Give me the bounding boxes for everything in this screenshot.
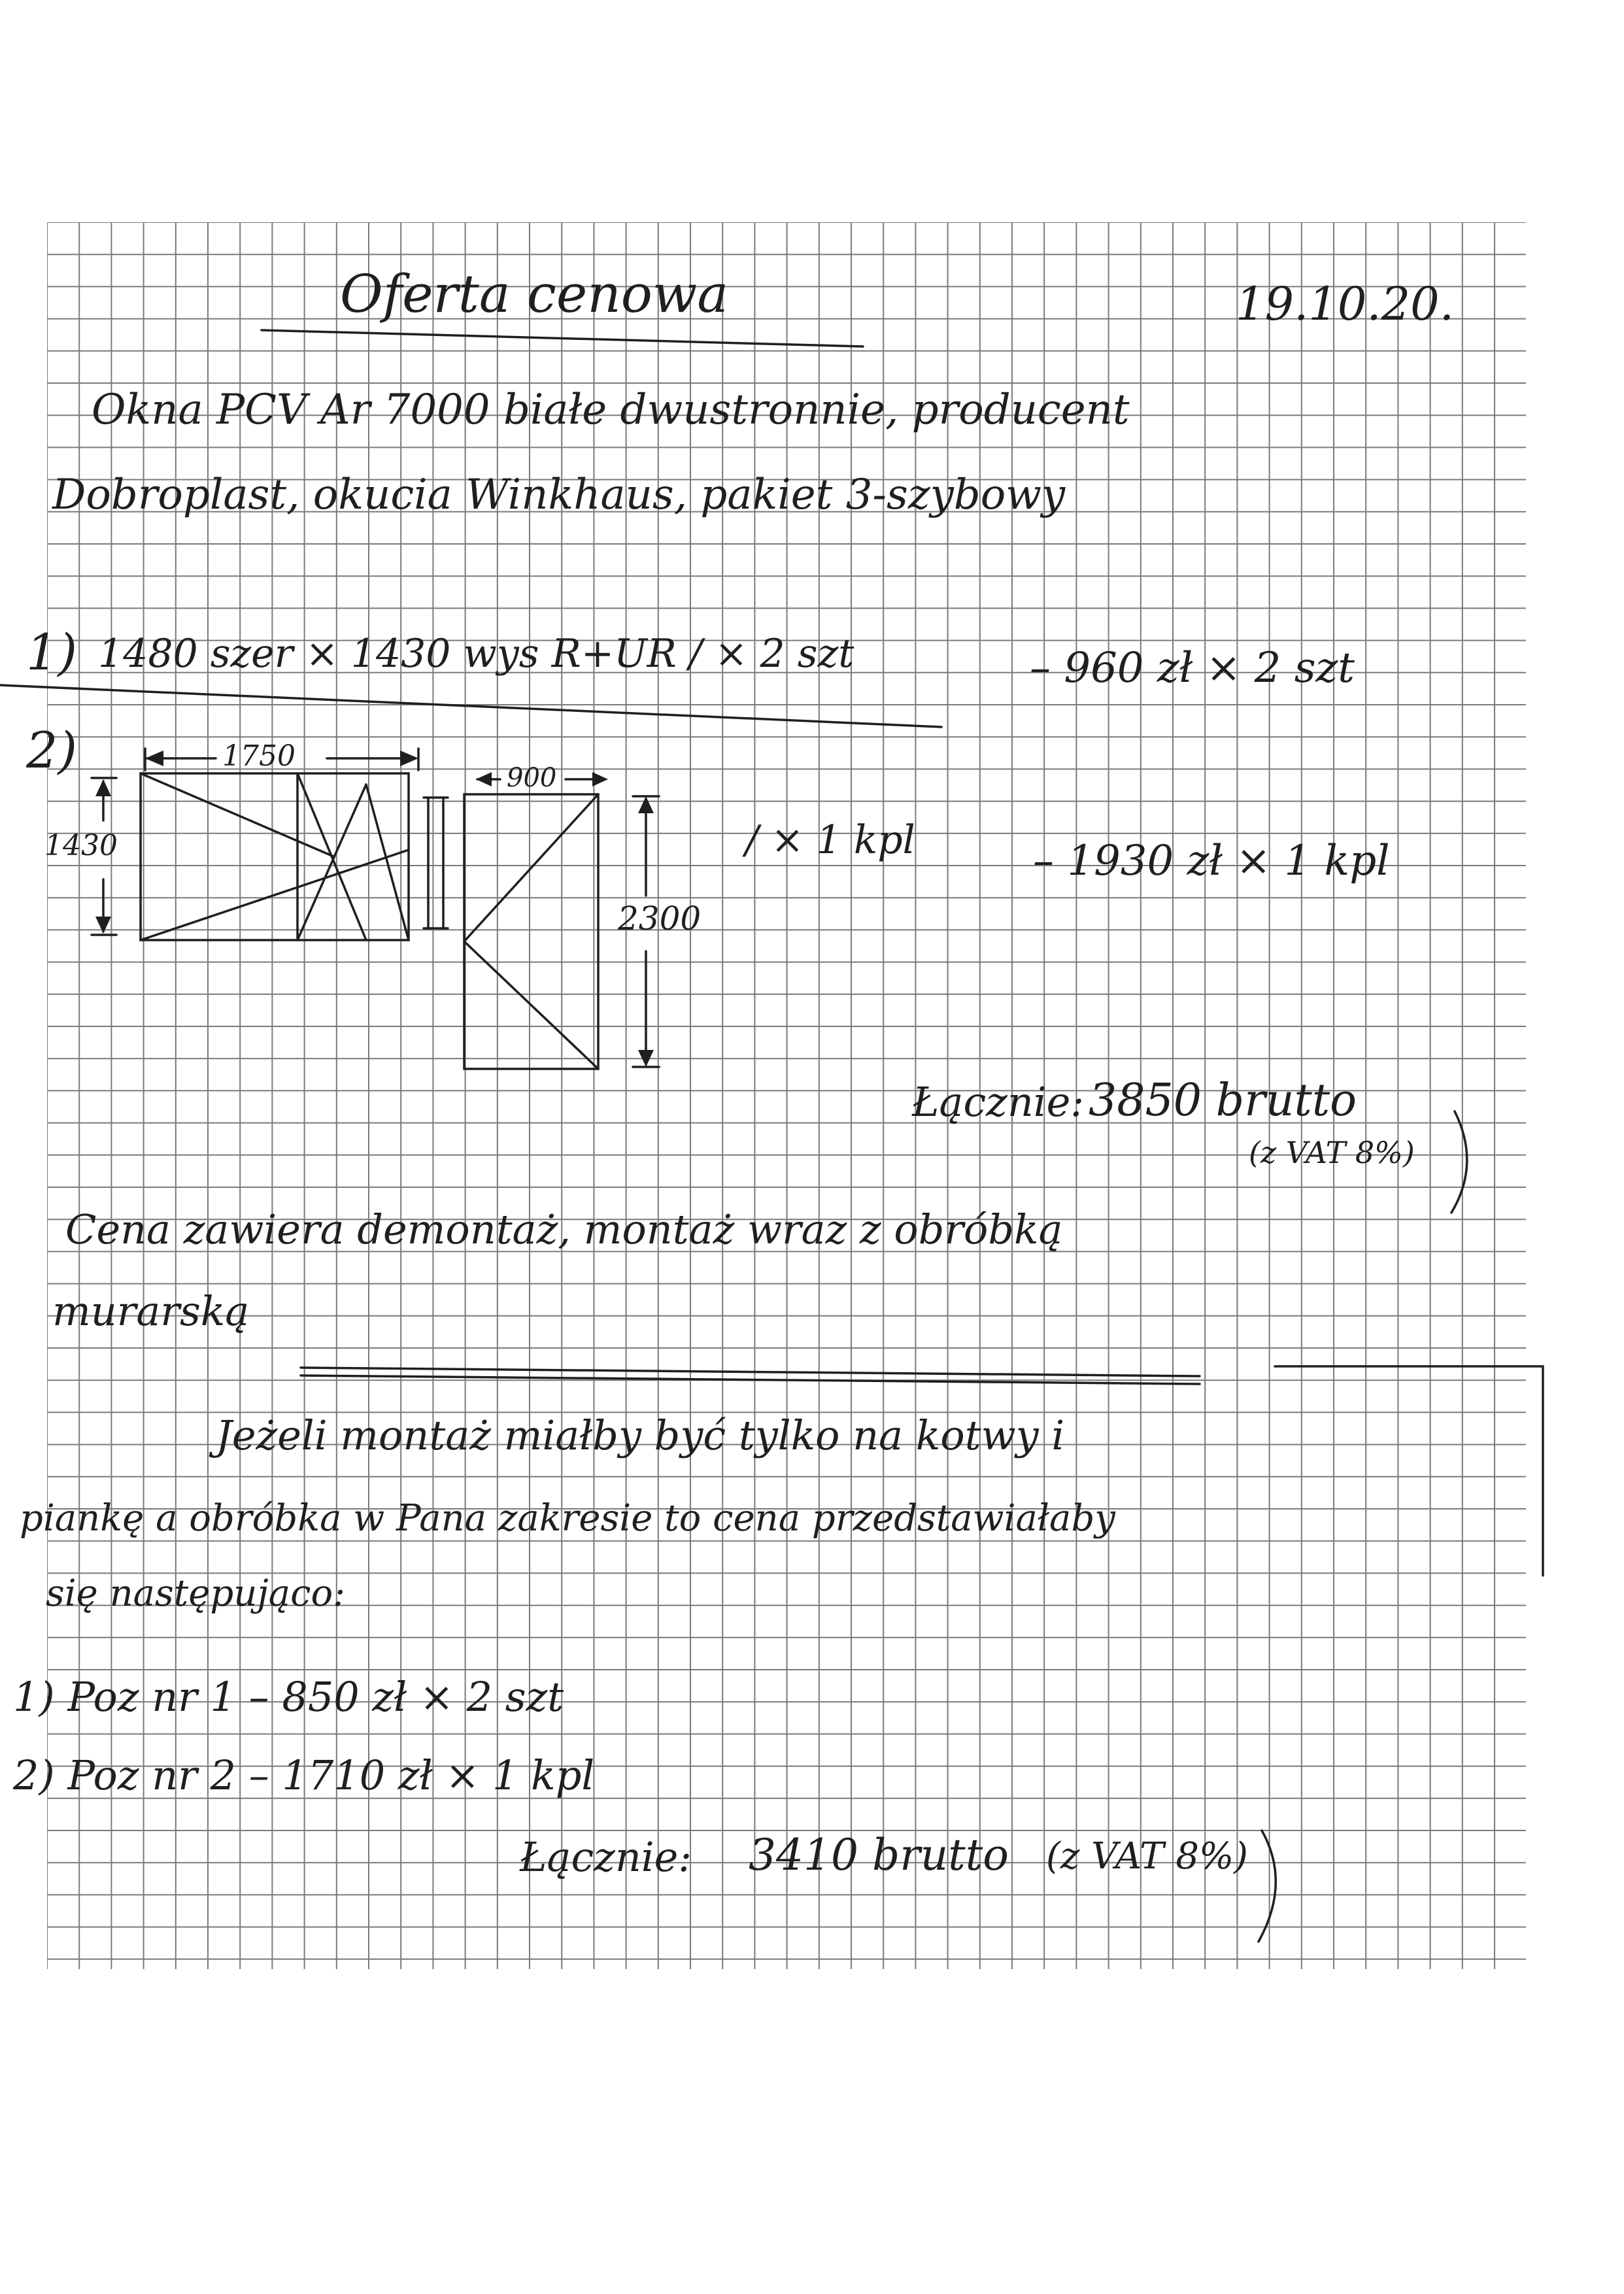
total-2-vat: (z VAT 8%) xyxy=(1046,1835,1249,1878)
door-width-label: 900 xyxy=(507,763,557,793)
alt-bracket xyxy=(1275,1366,1543,1576)
title-underline xyxy=(262,330,863,346)
window-width-label: 1750 xyxy=(222,739,296,773)
item-divider xyxy=(0,685,941,727)
door-frame xyxy=(464,794,598,1069)
intro-line-1: Okna PCV Ar 7000 białe dwustronnie, producent xyxy=(92,386,1130,434)
intro-line-2: Dobroplast, okucia Winkhaus, pakiet 3-szybowy xyxy=(52,471,1066,519)
total-1-label: Łącznie: xyxy=(912,1078,1085,1126)
alt-item-2: 2) Poz nr 2 – 1710 zł × 1 kpl xyxy=(13,1751,595,1799)
item-1-description: 1480 szer × 1430 wys R+UR / × 2 szt xyxy=(98,631,854,677)
note-line-1: Cena zawiera demontaż, montaż wraz z obróbką xyxy=(65,1206,1063,1253)
window-sash-diagonal xyxy=(141,850,409,940)
total-1-vat: (z VAT 8%) xyxy=(1249,1135,1415,1170)
total-2-bracket xyxy=(1259,1830,1276,1942)
item-1-number: 1) xyxy=(26,623,78,681)
total-1-bracket xyxy=(1451,1111,1467,1213)
total-2-value: 3410 brutto xyxy=(749,1830,1009,1880)
item-2-quantity: / × 1 kpl xyxy=(745,817,915,863)
door-sketch xyxy=(464,794,598,1069)
window-sash-diagonal xyxy=(141,773,333,856)
window-height-label: 1430 xyxy=(44,829,118,862)
document-date: 19.10.20. xyxy=(1236,277,1454,331)
note-underline xyxy=(301,1375,1200,1384)
alt-line-3: się następująco: xyxy=(46,1572,346,1615)
item-1-price: – 960 zł × 2 szt xyxy=(1030,644,1355,692)
door-height-label: 2300 xyxy=(618,900,702,937)
alt-line-1: Jeżeli montaż miałby być tylko na kotwy i xyxy=(216,1411,1065,1459)
document-title: Oferta cenowa xyxy=(340,263,729,324)
total-2-label: Łącznie: xyxy=(520,1833,692,1881)
alt-line-2: piankę a obróbka w Pana zakresie to cena przedstawiałaby xyxy=(20,1497,1115,1540)
door-sash-diagonal xyxy=(464,941,598,1069)
door-sash-diagonal xyxy=(464,794,598,941)
window-frame xyxy=(141,773,409,940)
alt-item-1: 1) Poz nr 1 – 850 zł × 2 szt xyxy=(13,1673,564,1721)
note-underline xyxy=(301,1368,1200,1376)
item-2-number: 2) xyxy=(26,721,78,779)
note-line-2: murarską xyxy=(52,1287,250,1335)
total-1-value: 3850 brutto xyxy=(1089,1075,1357,1126)
item-2-price: – 1930 zł × 1 kpl xyxy=(1033,837,1390,885)
window-sketch xyxy=(141,773,448,940)
